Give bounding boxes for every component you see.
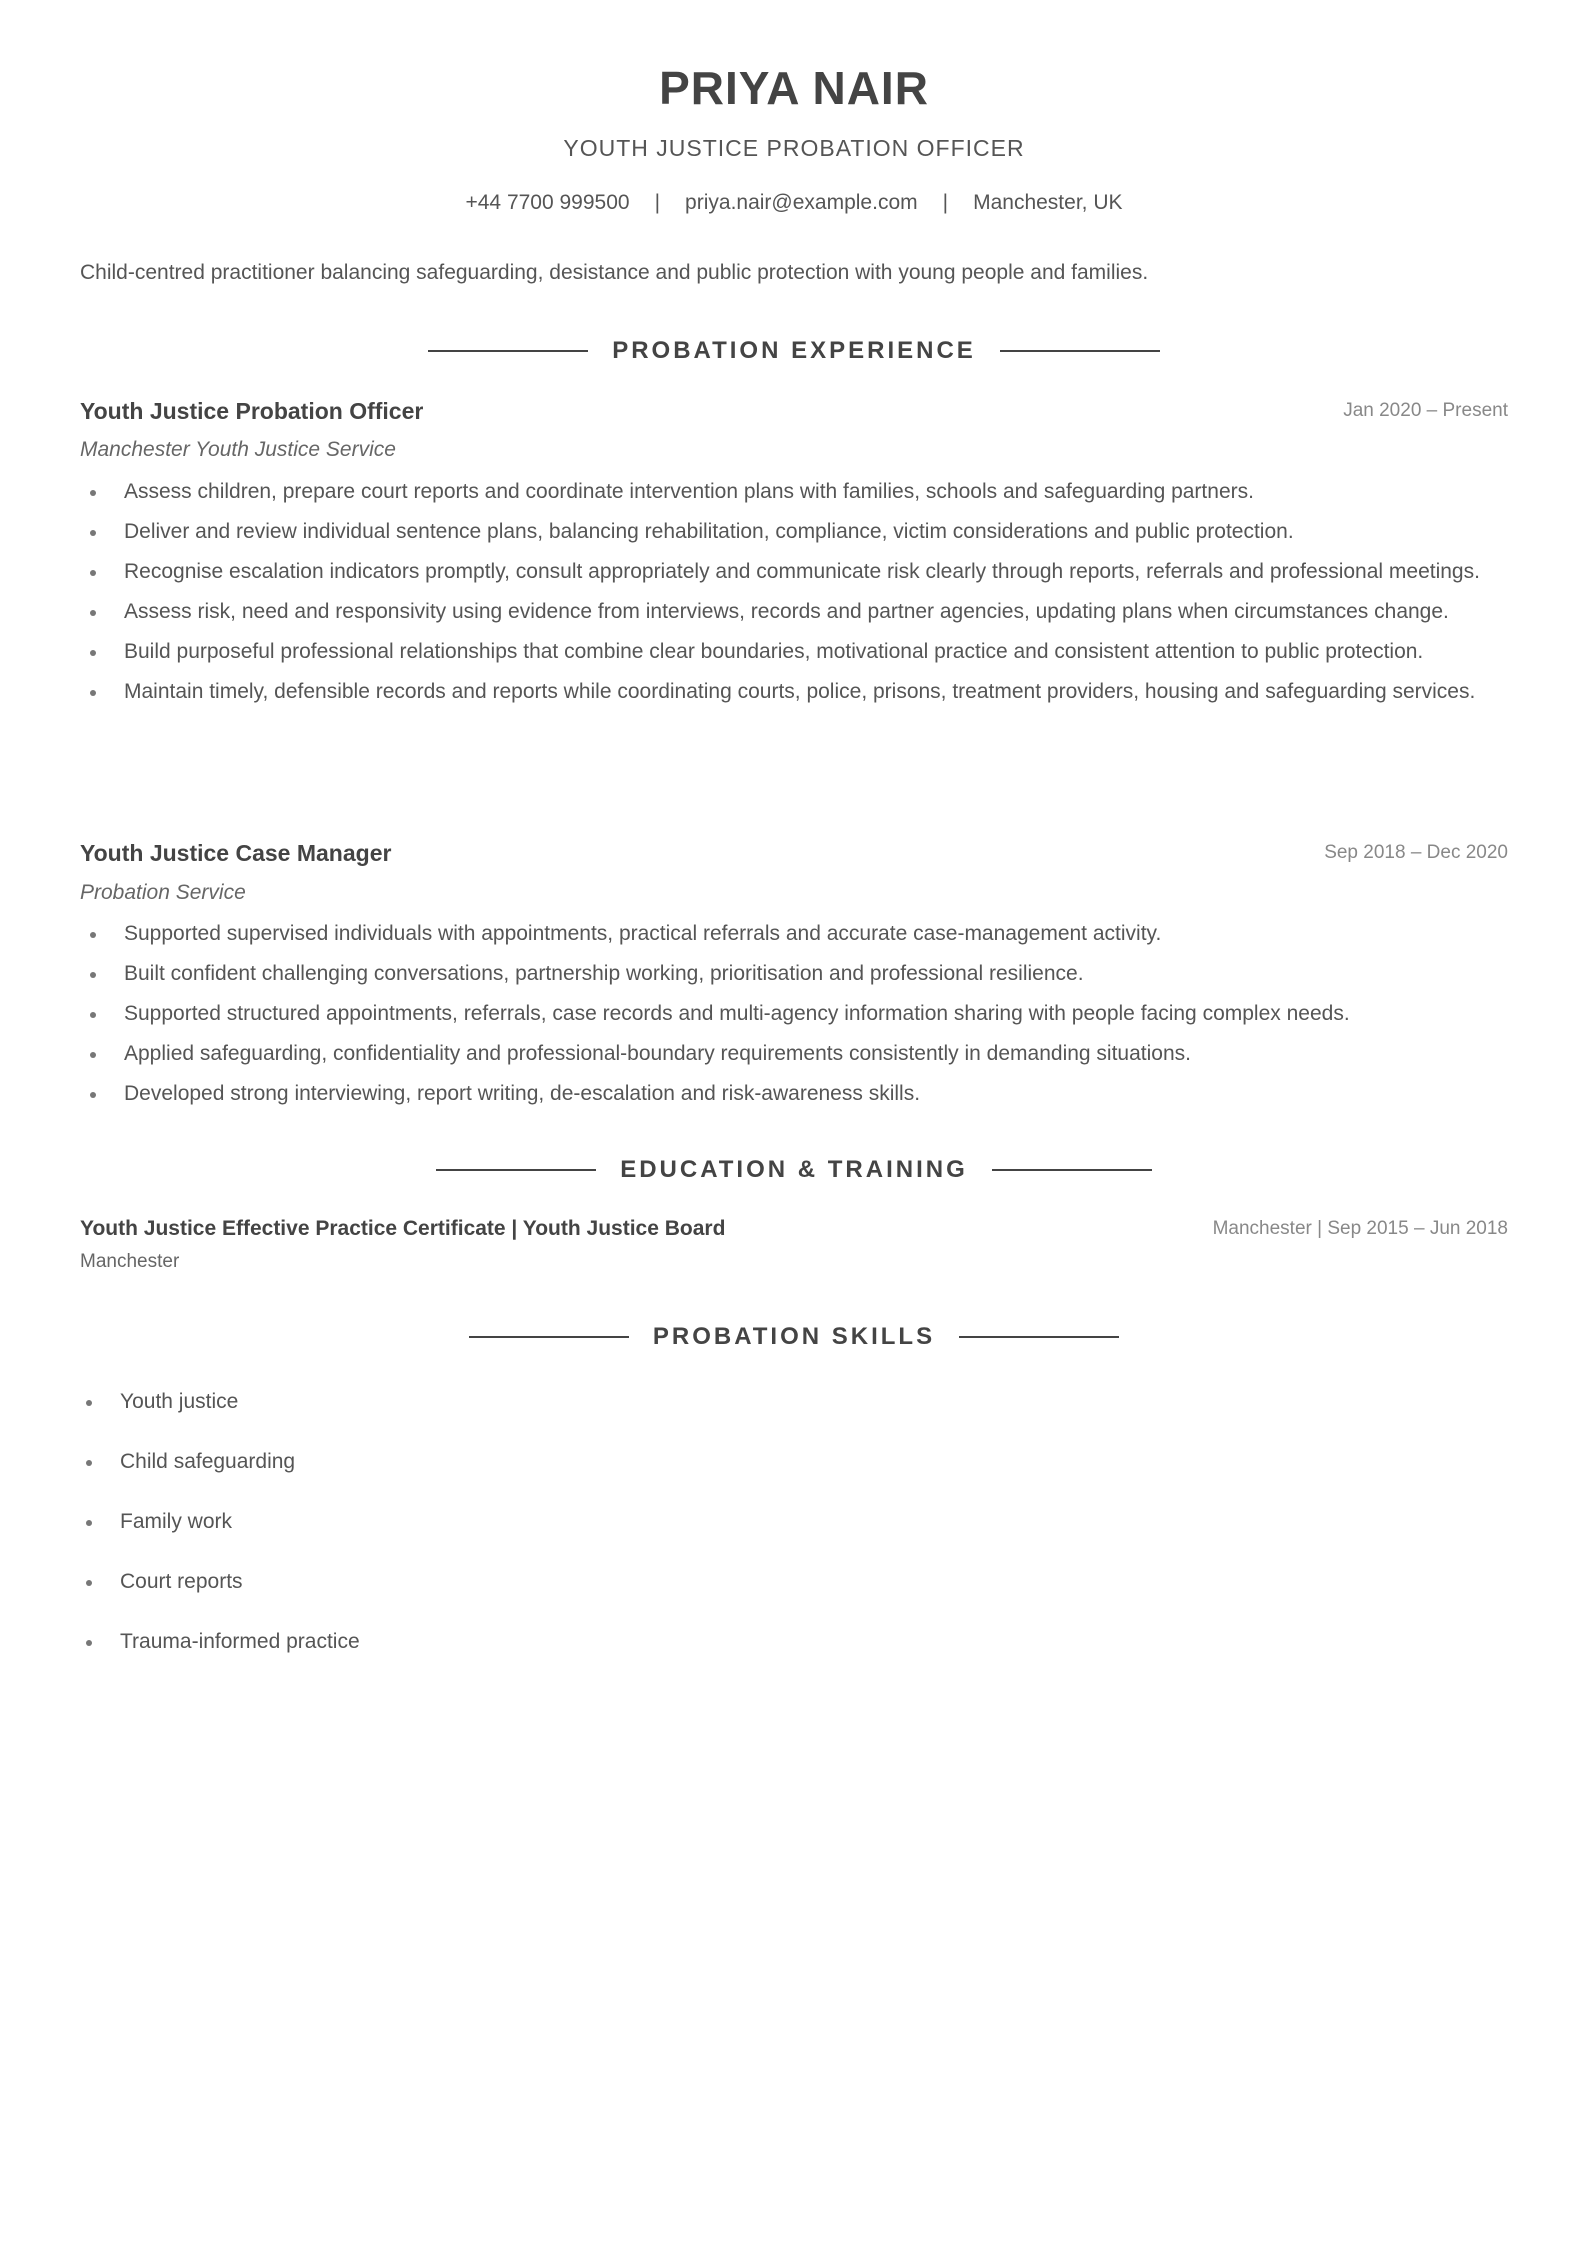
- education-entry: [80, 1215, 1508, 1243]
- skill-item: Family work: [80, 1507, 880, 1537]
- section-title: EDUCATION & TRAINING: [620, 1156, 968, 1183]
- job-header: [80, 838, 1508, 868]
- job-title: Youth Justice Case Manager: [80, 840, 392, 866]
- heading-rule: [469, 1336, 629, 1338]
- contact-separator: |: [942, 191, 949, 214]
- education-title: Youth Justice Effective Practice Certificate | Youth Justice Board: [80, 1217, 726, 1240]
- skill-item: Child safeguarding: [80, 1447, 880, 1477]
- section-title: PROBATION SKILLS: [652, 1323, 936, 1350]
- bullet-item: Supported supervised individuals with appointments, practical referrals and accurate case-management activity.: [80, 918, 1510, 950]
- skill-item: Youth justice: [80, 1387, 880, 1417]
- bullet-item: Assess children, prepare court reports and coordinate intervention plans with families, schools and safeguarding partners.: [80, 476, 1510, 508]
- bullet-item: Supported structured appointments, referrals, case records and multi-agency information sharing with people facing complex needs.: [80, 998, 1510, 1030]
- employer: Probation Service: [80, 881, 246, 904]
- bullet-item: Built confident challenging conversations, partnership working, prioritisation and professional resilience.: [80, 958, 1510, 990]
- job-dates: Sep 2018 – Dec 2020: [1324, 842, 1508, 863]
- education-meta: Manchester | Sep 2015 – Jun 2018: [1212, 1218, 1508, 1239]
- heading-rule: [959, 1336, 1119, 1338]
- section-heading-skills: [0, 1322, 1588, 1352]
- summary: Child-centred practitioner balancing safeguarding, desistance and public protection with young people and families.: [80, 261, 1149, 284]
- heading-rule: [428, 350, 588, 352]
- heading-rule: [1000, 350, 1160, 352]
- job-dates: Jan 2020 – Present: [1343, 400, 1508, 421]
- heading-rule: [436, 1169, 596, 1171]
- location: Manchester, UK: [973, 191, 1123, 214]
- candidate-name: PRIYA NAIR: [659, 62, 929, 114]
- section-heading-education: [0, 1155, 1588, 1185]
- bullet-item: Deliver and review individual sentence plans, balancing rehabilitation, compliance, victim considerations and public protection.: [80, 516, 1510, 548]
- job-header: [80, 396, 1508, 426]
- skills-list: [80, 1387, 880, 1687]
- bullet-item: Applied safeguarding, confidentiality and professional-boundary requirements consistently in demanding situations.: [80, 1038, 1510, 1070]
- contact-separator: |: [654, 191, 661, 214]
- job-bullets: [80, 918, 1510, 1118]
- bullet-item: Recognise escalation indicators promptly, consult appropriately and communicate risk clearly through reports, referrals and professional meetings.: [80, 556, 1510, 588]
- job-bullets: [80, 476, 1510, 716]
- skill-item: Trauma-informed practice: [80, 1627, 880, 1657]
- employer: Manchester Youth Justice Service: [80, 438, 396, 461]
- bullet-item: Maintain timely, defensible records and reports while coordinating courts, police, prisons, treatment providers, housing and safeguarding services.: [80, 676, 1510, 708]
- bullet-item: Assess risk, need and responsivity using evidence from interviews, records and partner agencies, updating plans when circumstances change.: [80, 596, 1510, 628]
- job-title: Youth Justice Probation Officer: [80, 398, 424, 424]
- phone-number: +44 7700 999500: [465, 191, 630, 214]
- section-heading-experience: [0, 336, 1588, 366]
- candidate-title: YOUTH JUSTICE PROBATION OFFICER: [563, 135, 1025, 161]
- bullet-item: Build purposeful professional relationships that combine clear boundaries, motivational practice and consistent attention to public protection.: [80, 636, 1510, 668]
- heading-rule: [992, 1169, 1152, 1171]
- email-address: priya.nair@example.com: [685, 191, 918, 214]
- section-title: PROBATION EXPERIENCE: [612, 337, 976, 364]
- bullet-item: Developed strong interviewing, report writing, de-escalation and risk-awareness skills.: [80, 1078, 1510, 1110]
- education-location: Manchester: [80, 1251, 180, 1272]
- contact-line: [0, 189, 1588, 217]
- skill-item: Court reports: [80, 1567, 880, 1597]
